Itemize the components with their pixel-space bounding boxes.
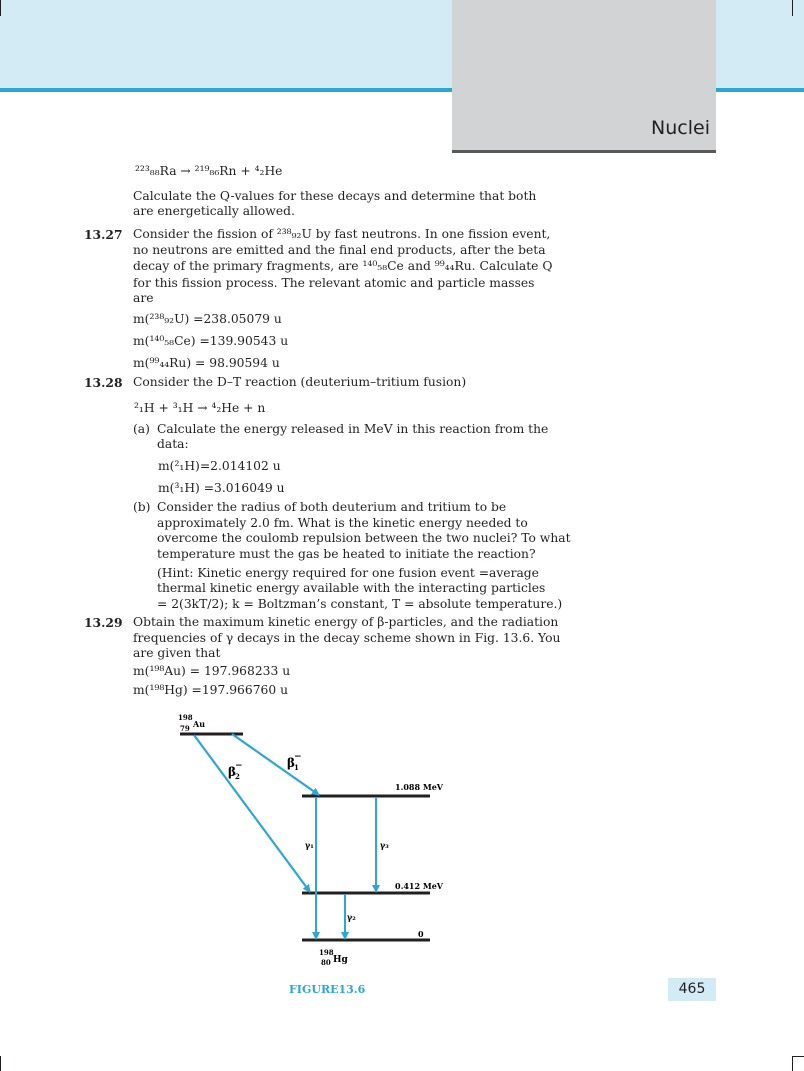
chapter-title: Nuclei — [651, 117, 710, 139]
level-1088-label: 1.088 MeV — [395, 782, 443, 792]
parent-symbol: Au — [193, 719, 206, 729]
q27-mass-ce140: m(¹⁴⁰₅₈Ce) =139.90543 u — [133, 334, 289, 348]
q27-line: are — [133, 291, 154, 305]
gamma3-label: γ₃ — [380, 840, 389, 850]
q29-mass-hg198: m(¹⁹⁸Hg) =197.966760 u — [133, 683, 289, 697]
q28-hint-line: = 2(3kT/2); k = Boltzman’s constant, T = absolute temperature.) — [157, 597, 563, 611]
gamma2-label: γ₂ — [347, 912, 356, 922]
q27-line: for this fission process. The relevant atomic and particle masses — [133, 276, 535, 290]
gamma1-label: γ₁ — [305, 840, 314, 850]
daughter-mass-number: 198 — [319, 948, 334, 957]
continuation-equation: ²²³₈₈Ra → ²¹⁹₈₆Rn + ⁴₂He — [135, 164, 283, 178]
beta2-label: β — [228, 765, 236, 779]
q28-equation: ²₁H + ³₁H → ⁴₂He + n — [134, 401, 266, 415]
beta1-superscript: − — [294, 752, 302, 762]
q28-a-line: data: — [157, 437, 189, 451]
page-number: 465 — [678, 981, 706, 997]
q28-b-line: temperature must the gas be heated to initiate the reaction? — [157, 547, 536, 561]
q28-a-mass-h3: m(³₁H) =3.016049 u — [158, 481, 285, 495]
beta1-label: β — [287, 756, 295, 770]
q29-line: Obtain the maximum kinetic energy of β-particles, and the radiation — [133, 615, 559, 629]
q28-part-a-label: (a) — [133, 422, 150, 436]
beta2-superscript: − — [235, 761, 243, 771]
q28-a-line: Calculate the energy released in MeV in this reaction from the — [157, 422, 549, 436]
q29-mass-au198: m(¹⁹⁸Au) = 197.968233 u — [133, 664, 291, 678]
q28-intro: Consider the D–T reaction (deuterium–tritium fusion) — [133, 375, 467, 389]
daughter-symbol: Hg — [333, 955, 348, 965]
q27-line: decay of the primary fragments, are ¹⁴⁰₅₈Ce and ⁹⁹₄₄Ru. Calculate Q — [133, 259, 553, 273]
question-number-13-28: 13.28 — [84, 375, 123, 390]
daughter-atomic-number: 80 — [321, 958, 331, 967]
parent-atomic-number: 79 — [180, 724, 190, 733]
q28-hint-line: (Hint: Kinetic energy required for one fusion event =average — [157, 566, 539, 580]
q28-b-line: Consider the radius of both deuterium and tritium to be — [157, 500, 507, 514]
q27-mass-ru99: m(⁹⁹₄₄Ru) = 98.90594 u — [133, 356, 280, 370]
q28-b-line: overcome the coulomb repulsion between the two nuclei? To what — [157, 531, 571, 545]
q28-hint-line: thermal kinetic energy available with the interacting particles — [157, 581, 546, 595]
level-0412-label: 0.412 MeV — [395, 881, 443, 891]
q27-line: Consider the fission of ²³⁸₉₂U by fast neutrons. In one fission event, — [133, 227, 551, 241]
q29-line: are given that — [133, 646, 221, 660]
level-ground-label: 0 — [418, 929, 424, 939]
q28-b-line: approximately 2.0 fm. What is the kinetic energy needed to — [157, 516, 528, 530]
q27-mass-u238: m(²³⁸₉₂U) =238.05079 u — [133, 312, 282, 326]
question-number-13-27: 13.27 — [84, 227, 123, 242]
continuation-text-line1: Calculate the Q-values for these decays and determine that both — [133, 189, 537, 203]
parent-mass-number: 198 — [178, 713, 193, 722]
q29-line: frequencies of γ decays in the decay scheme shown in Fig. 13.6. You — [133, 631, 561, 645]
beta1-subscript: 1 — [294, 763, 299, 772]
q28-a-mass-h2: m(²₁H)=2.014102 u — [158, 459, 281, 473]
beta1-arrow — [232, 734, 319, 795]
q27-line: no neutrons are emitted and the final end products, after the beta — [133, 243, 546, 257]
beta2-subscript: 2 — [235, 772, 240, 781]
continuation-text-line2: are energetically allowed. — [133, 204, 295, 218]
question-number-13-29: 13.29 — [84, 615, 123, 630]
q28-part-b-label: (b) — [133, 500, 151, 514]
figure-caption: FIGURE13.6 — [289, 983, 366, 996]
